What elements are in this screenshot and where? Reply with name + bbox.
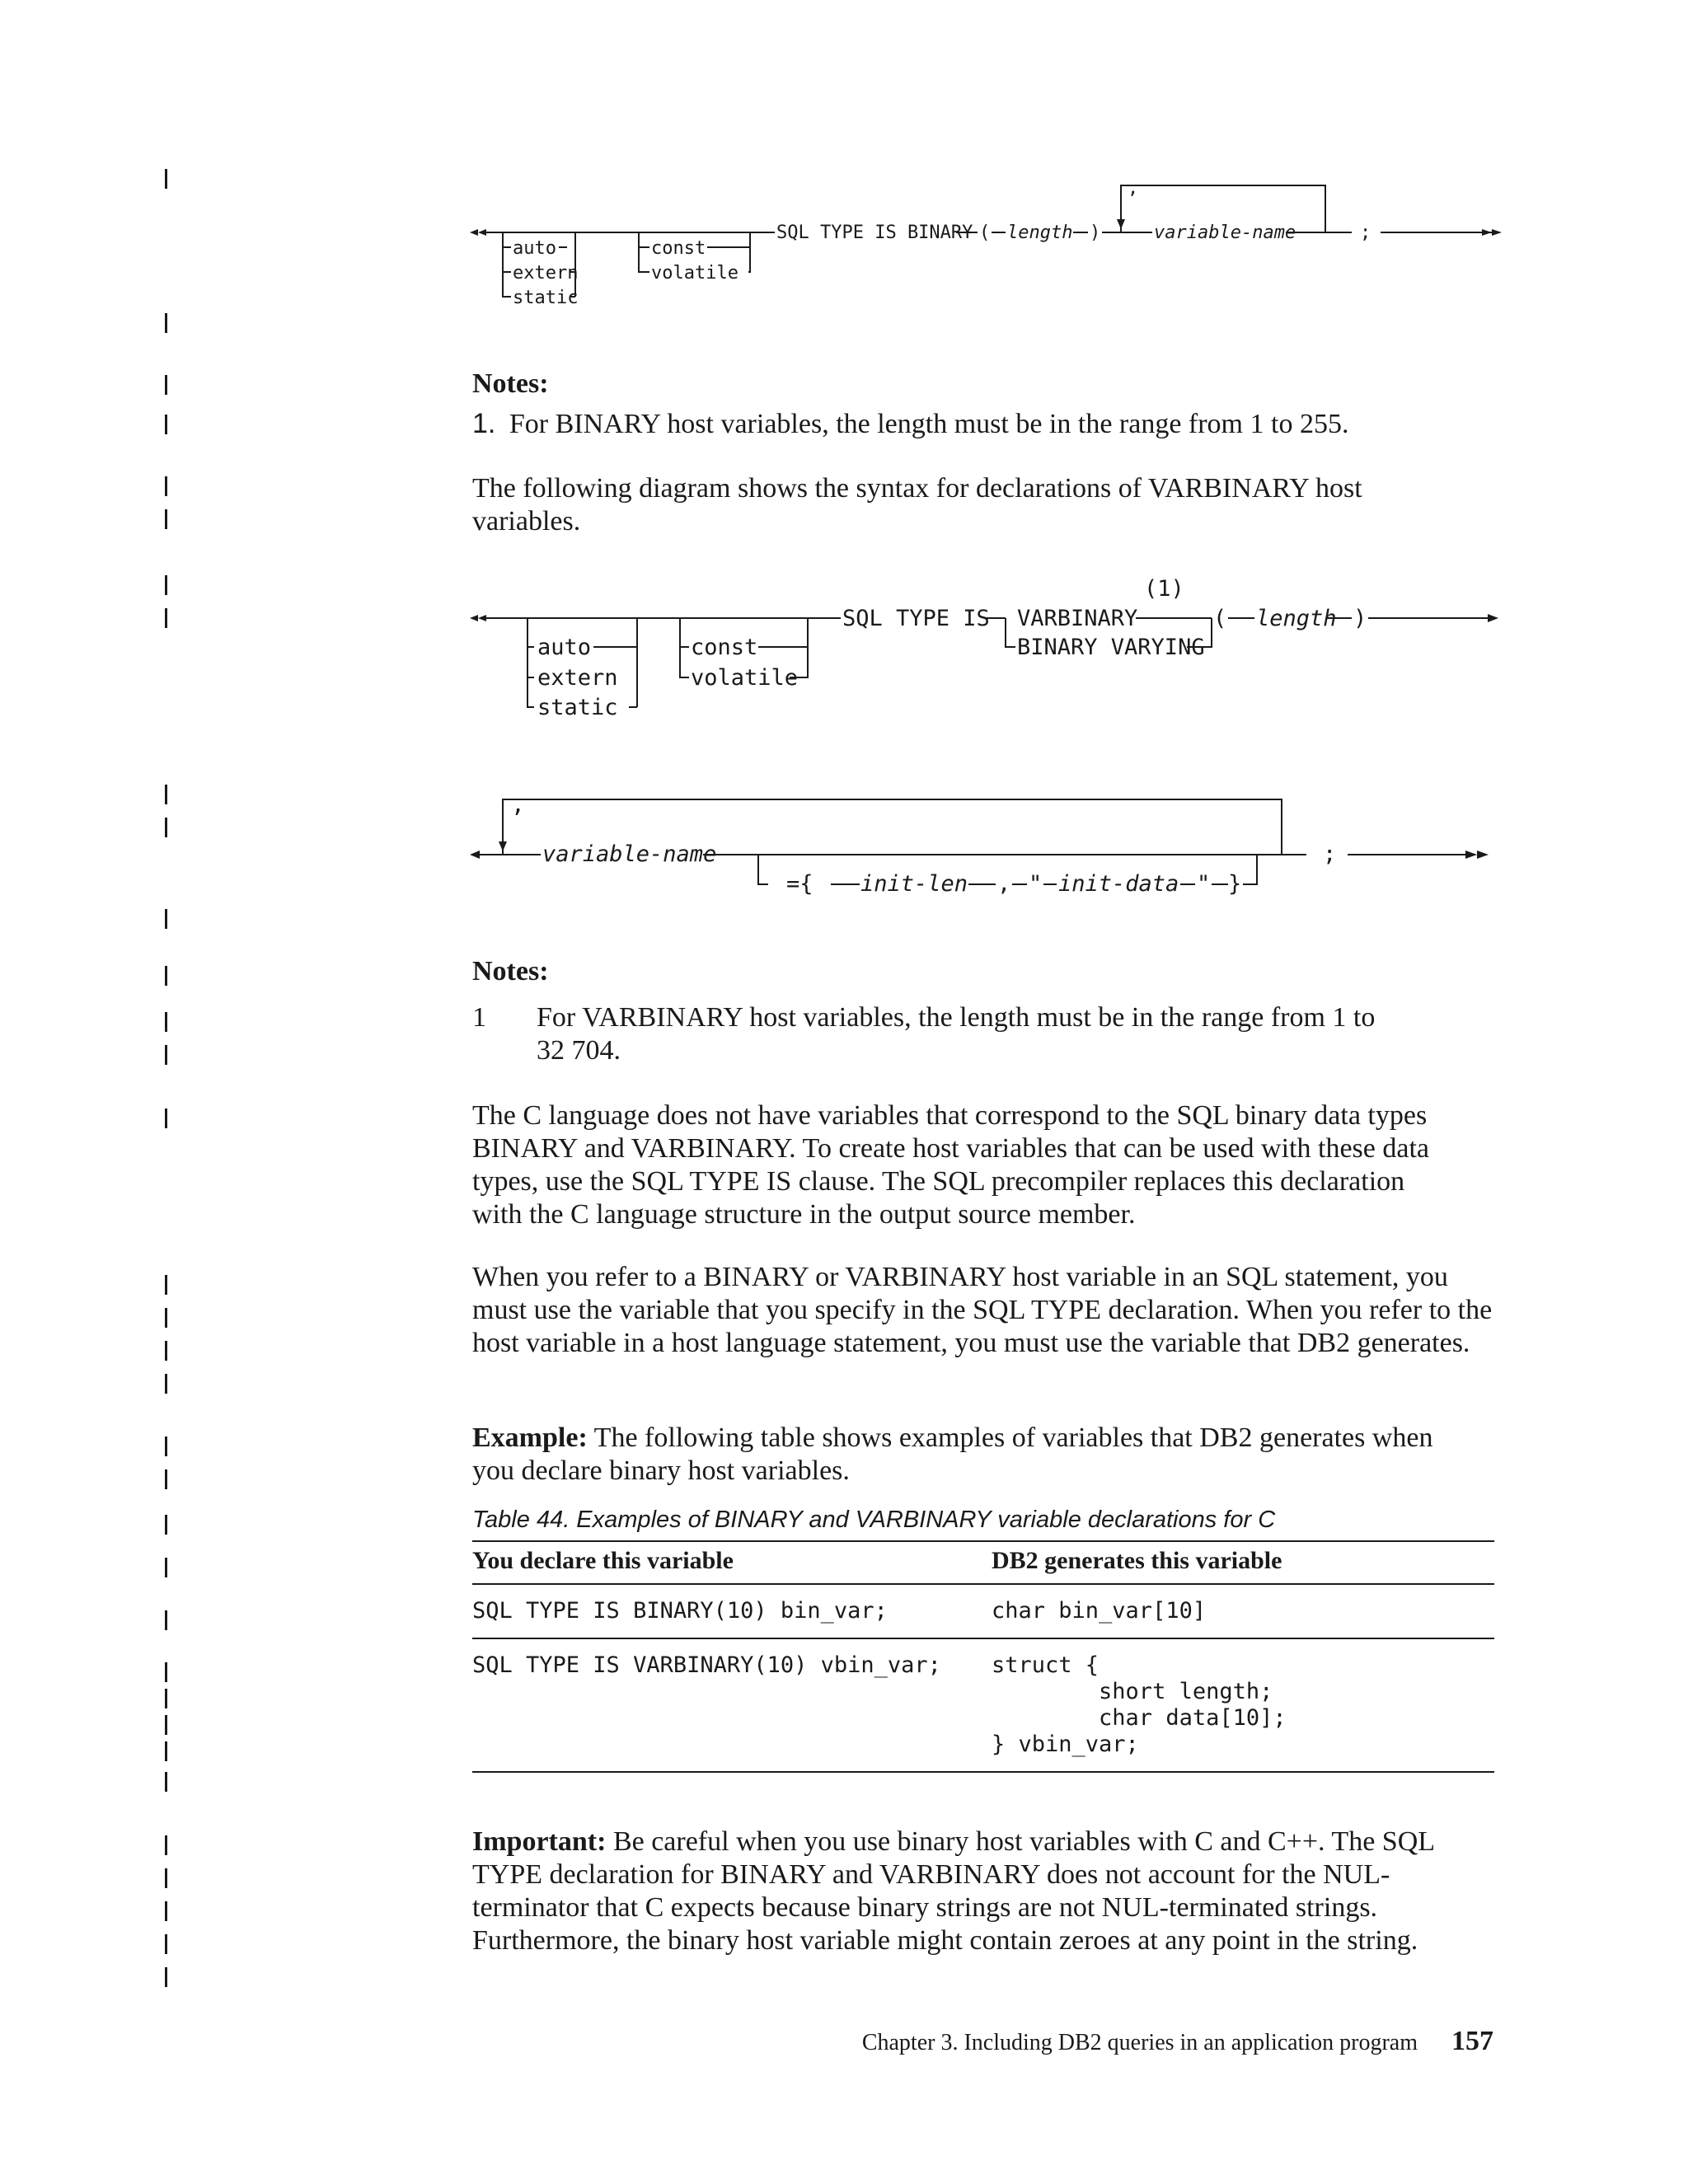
qualifier-volatile: volatile <box>691 665 799 691</box>
table-cell: struct { short length; char data[10]; } vbin_var; <box>992 1638 1494 1772</box>
important-text: Be careful when you use binary host variables with C and C++. The SQL TYPE declaration for BINARY and VARBINARY does not account for the NUL-terminator that C expects because binary strings are not NUL-terminated strings. Furthermore, the binary host variable might contain zeroes at any point in the string. <box>472 1826 1434 1956</box>
change-bar <box>165 1012 167 1032</box>
note-text-line: 32 704. <box>537 1035 621 1066</box>
variable-name: variable-name <box>1154 223 1296 243</box>
note-reference: (1) <box>1144 576 1184 602</box>
storage-extern: extern <box>513 263 579 284</box>
change-bar <box>165 1689 167 1708</box>
change-bar <box>165 1715 167 1735</box>
important-paragraph <box>472 1825 1498 1957</box>
change-bar <box>165 1374 167 1394</box>
note-number: 1 <box>472 1002 486 1033</box>
storage-auto: auto <box>537 635 592 660</box>
init-prefix: ={ <box>786 871 814 897</box>
type-binary-varying: BINARY VARYING <box>1017 635 1205 660</box>
open-paren: ( <box>979 223 991 243</box>
example-text: The following table shows examples of variables that DB2 generates when you declare binary host variables. <box>472 1422 1433 1486</box>
close-paren: ) <box>1090 223 1101 243</box>
init-data-param: init-data <box>1058 871 1179 897</box>
init-suffix: } <box>1228 871 1242 897</box>
binary-keyword: SQL TYPE IS BINARY <box>776 223 973 243</box>
change-bar <box>165 966 167 986</box>
quote-close: " <box>1197 871 1211 897</box>
open-paren: ( <box>1213 606 1227 631</box>
column-header: You declare this variable <box>472 1541 992 1584</box>
table-caption: Table 44. Examples of BINARY and VARBINARY variable declarations for C <box>472 1507 1276 1533</box>
change-bar <box>165 169 167 189</box>
change-bar <box>165 1341 167 1361</box>
length-param: length <box>1007 223 1073 243</box>
change-bar <box>165 1741 167 1761</box>
storage-extern: extern <box>537 665 618 691</box>
note-item <box>472 407 1494 441</box>
semicolon: ; <box>1323 841 1337 867</box>
quote-open: " <box>1029 871 1043 897</box>
change-bar <box>165 1469 167 1489</box>
change-bar <box>165 1308 167 1328</box>
table-row <box>472 1584 1494 1638</box>
qualifier-const: const <box>651 238 706 259</box>
change-bar <box>165 375 167 395</box>
change-bar <box>165 1868 167 1888</box>
change-bar <box>165 415 167 434</box>
semicolon: ; <box>1360 223 1372 243</box>
storage-static: static <box>537 695 618 720</box>
change-bar <box>165 1835 167 1855</box>
change-bar <box>165 1515 167 1535</box>
qualifier-volatile: volatile <box>651 263 738 284</box>
table-cell: char bin_var[10] <box>992 1584 1494 1638</box>
change-bar <box>165 1045 167 1065</box>
storage-static: static <box>513 288 579 308</box>
change-bar <box>165 1436 167 1456</box>
declarations-table <box>472 1540 1494 1773</box>
qualifier-const: const <box>691 635 758 660</box>
page-number: 157 <box>1451 2026 1493 2056</box>
variable-name: variable-name <box>542 841 717 867</box>
table-44 <box>472 1507 1494 1773</box>
notes-heading: Notes: <box>472 368 549 399</box>
init-len-param: init-len <box>860 871 968 897</box>
table-row <box>472 1638 1494 1772</box>
change-bar <box>165 785 167 804</box>
repeat-separator: , <box>1128 178 1139 199</box>
repeat-separator: , <box>511 790 525 818</box>
change-bar <box>165 476 167 496</box>
change-bar <box>165 1275 167 1295</box>
change-bar <box>165 1967 167 1987</box>
example-label: Example: <box>472 1422 588 1453</box>
change-bar <box>165 608 167 628</box>
change-bar <box>165 1901 167 1921</box>
table-cell: SQL TYPE IS VARBINARY(10) vbin_var; <box>472 1638 992 1772</box>
column-header: DB2 generates this variable <box>992 1541 1494 1584</box>
notes-heading: Notes: <box>472 956 549 987</box>
binary-syntax-diagram <box>462 165 1517 321</box>
note-item <box>537 1001 1493 1067</box>
type-varbinary: VARBINARY <box>1017 606 1138 631</box>
length-param: length <box>1256 606 1337 631</box>
change-bar <box>165 818 167 837</box>
table-header-row <box>472 1541 1494 1584</box>
page-footer <box>862 2026 1493 2057</box>
note-text: For BINARY host variables, the length must be in the range from 1 to 255. <box>509 409 1349 439</box>
change-bar <box>165 313 167 333</box>
change-bar <box>165 1934 167 1954</box>
varbinary-keyword: SQL TYPE IS <box>842 606 990 631</box>
note-number: 1. <box>472 408 496 439</box>
varbinary-variable-diagram <box>462 779 1517 902</box>
c-language-paragraph: The C language does not have variables that correspond to the SQL binary data types BINARY and VARBINARY. To create host variables that can be used with these data types, use the SQL TYPE IS clause. The SQL precompiler replaces this declaration with the C language structure in the output source member. <box>472 1100 1429 1230</box>
change-bar <box>165 509 167 529</box>
init-comma: , <box>997 871 1011 897</box>
refer-paragraph: When you refer to a BINARY or VARBINARY host variable in an SQL statement, you must use the variable that you specify in the SQL TYPE declaration. When you refer to the host variable in a host language statement, you must use the variable that DB2 generates. <box>472 1262 1493 1358</box>
change-bar <box>165 1662 167 1682</box>
example-paragraph <box>472 1422 1461 1488</box>
change-bar <box>165 1610 167 1630</box>
table-cell: SQL TYPE IS BINARY(10) bin_var; <box>472 1584 992 1638</box>
close-paren: ) <box>1353 606 1367 631</box>
note-text-line: For VARBINARY host variables, the length must be in the range from 1 to <box>537 1002 1376 1033</box>
change-bar <box>165 909 167 929</box>
change-bar <box>165 575 167 595</box>
change-bar <box>165 1558 167 1577</box>
change-bar <box>165 1108 167 1128</box>
varbinary-intro: The following diagram shows the syntax for declarations of VARBINARY host variables. <box>472 473 1362 537</box>
varbinary-syntax-diagram <box>462 569 1517 725</box>
chapter-title: Chapter 3. Including DB2 queries in an application program <box>861 2030 1418 2055</box>
storage-auto: auto <box>513 238 556 259</box>
change-bar <box>165 1772 167 1792</box>
important-label: Important: <box>472 1826 607 1857</box>
